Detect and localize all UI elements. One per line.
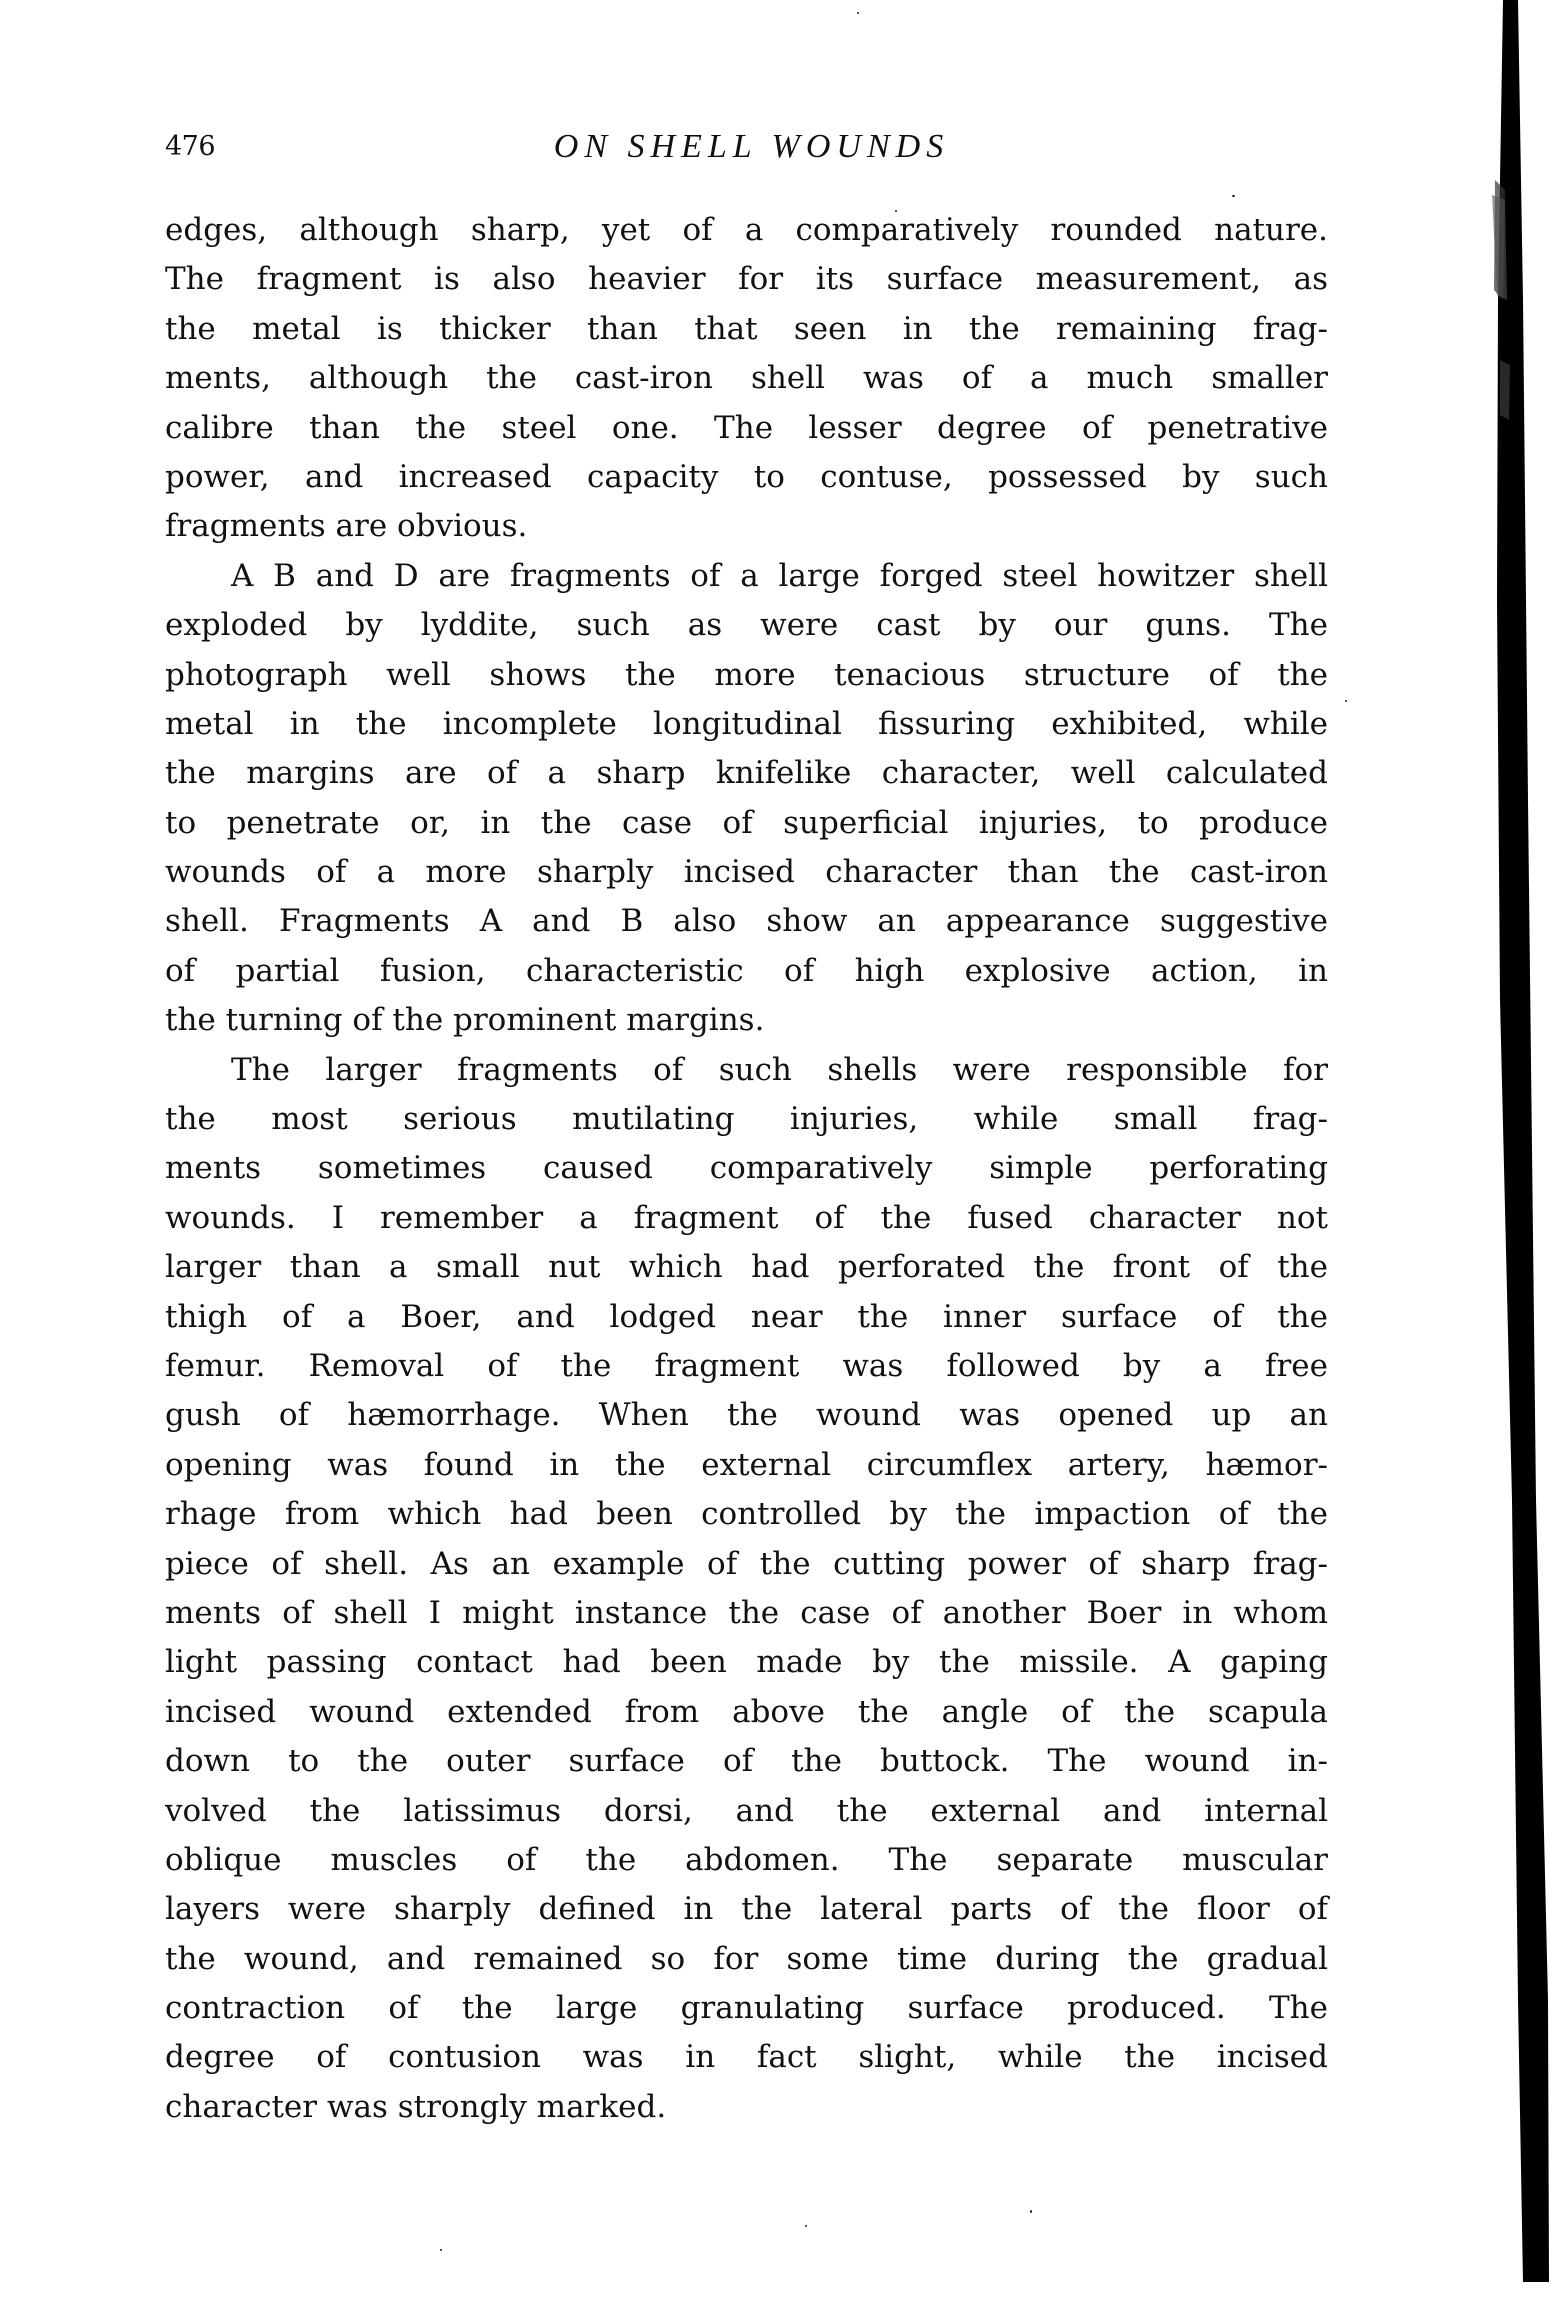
text-line: down to the outer surface of the buttock. The wound in- [165,1743,1328,1780]
running-title: ON SHELL WOUNDS [553,128,950,165]
text-line: The larger fragments of such shells were responsible for [231,1051,1328,1088]
text-line: the turning of the prominent margins. [165,1002,765,1039]
paragraph [165,1046,1328,2133]
text-line: the metal is thicker than that seen in the remaining frag- [165,310,1328,347]
scan-speck [895,210,897,212]
text-line: femur. Removal of the fragment was followed by a free [165,1347,1328,1384]
paragraph [165,552,1328,1046]
text-line: to penetrate or, in the case of superficial injuries, to produce [165,804,1328,841]
text-line: power, and increased capacity to contuse, possessed by such [165,458,1328,495]
text-line: edges, although sharp, yet of a comparatively rounded nature. [165,212,1328,248]
text-line: light passing contact had been made by the missile. A gaping [165,1644,1328,1681]
text-line: larger than a small nut which had perforated the front of the [165,1249,1328,1286]
text-line: degree of contusion was in fact slight, while the incised [165,2039,1328,2076]
running-head [165,127,1328,167]
text-line: A B and D are fragments of a large forged steel howitzer shell [231,557,1328,594]
text-line: wounds. I remember a fragment of the fused character not [165,1199,1328,1236]
text-line: ments of shell I might instance the case of another Boer in whom [165,1594,1328,1631]
text-line: ments, although the cast-iron shell was of a much smaller [165,360,1328,397]
text-line: rhage from which had been controlled by the impaction of the [165,1496,1328,1533]
text-line: photograph well shows the more tenacious structure of the [165,656,1328,693]
text-line: the most serious mutilating injuries, while small frag- [165,1101,1328,1138]
scan-speck [440,2249,442,2251]
scan-speck [857,12,859,14]
text-line: shell. Fragments A and B also show an appearance suggestive [165,903,1328,940]
text-line: calibre than the steel one. The lesser degree of penetrative [165,409,1328,446]
text-line: wounds of a more sharply incised character than the cast-iron [165,854,1328,891]
text-line: oblique muscles of the abdomen. The separate muscular [165,1841,1328,1878]
text-line: piece of shell. As an example of the cutting power of sharp frag- [165,1545,1328,1582]
text-line: thigh of a Boer, and lodged near the inner surface of the [165,1298,1328,1335]
text-line: the margins are of a sharp knifelike character, well calculated [165,755,1328,792]
page-number: 476 [165,131,216,162]
text-line: The fragment is also heavier for its surface measurement, as [165,261,1328,298]
text-line: opening was found in the external circumflex artery, hæmor- [165,1446,1328,1483]
text-line: the wound, and remained so for some time during the gradual [165,1940,1328,1977]
text-line: exploded by lyddite, such as were cast by our guns. The [165,607,1328,644]
scan-speck [805,2225,807,2227]
text-line: layers were sharply defined in the lateral parts of the floor of [165,1891,1328,1928]
text-line: gush of hæmorrhage. When the wound was opened up an [165,1397,1328,1434]
text-line: ments sometimes caused comparatively simple perforating [165,1150,1328,1187]
body-text [165,206,1328,2132]
paragraph [165,206,1328,552]
text-line: character was strongly marked. [165,2088,667,2125]
text-line: volved the latissimus dorsi, and the external and internal [165,1792,1328,1829]
text-line: of partial fusion, characteristic of high explosive action, in [165,952,1328,989]
scan-speck [1030,2210,1032,2213]
scan-speck [1232,195,1235,197]
text-line: fragments are obvious. [165,508,528,545]
text-line: contraction of the large granulating surface produced. The [165,1990,1328,2027]
scan-speck [1345,700,1347,702]
text-line: incised wound extended from above the angle of the scapula [165,1693,1328,1730]
text-line: metal in the incomplete longitudinal fissuring exhibited, while [165,705,1328,742]
